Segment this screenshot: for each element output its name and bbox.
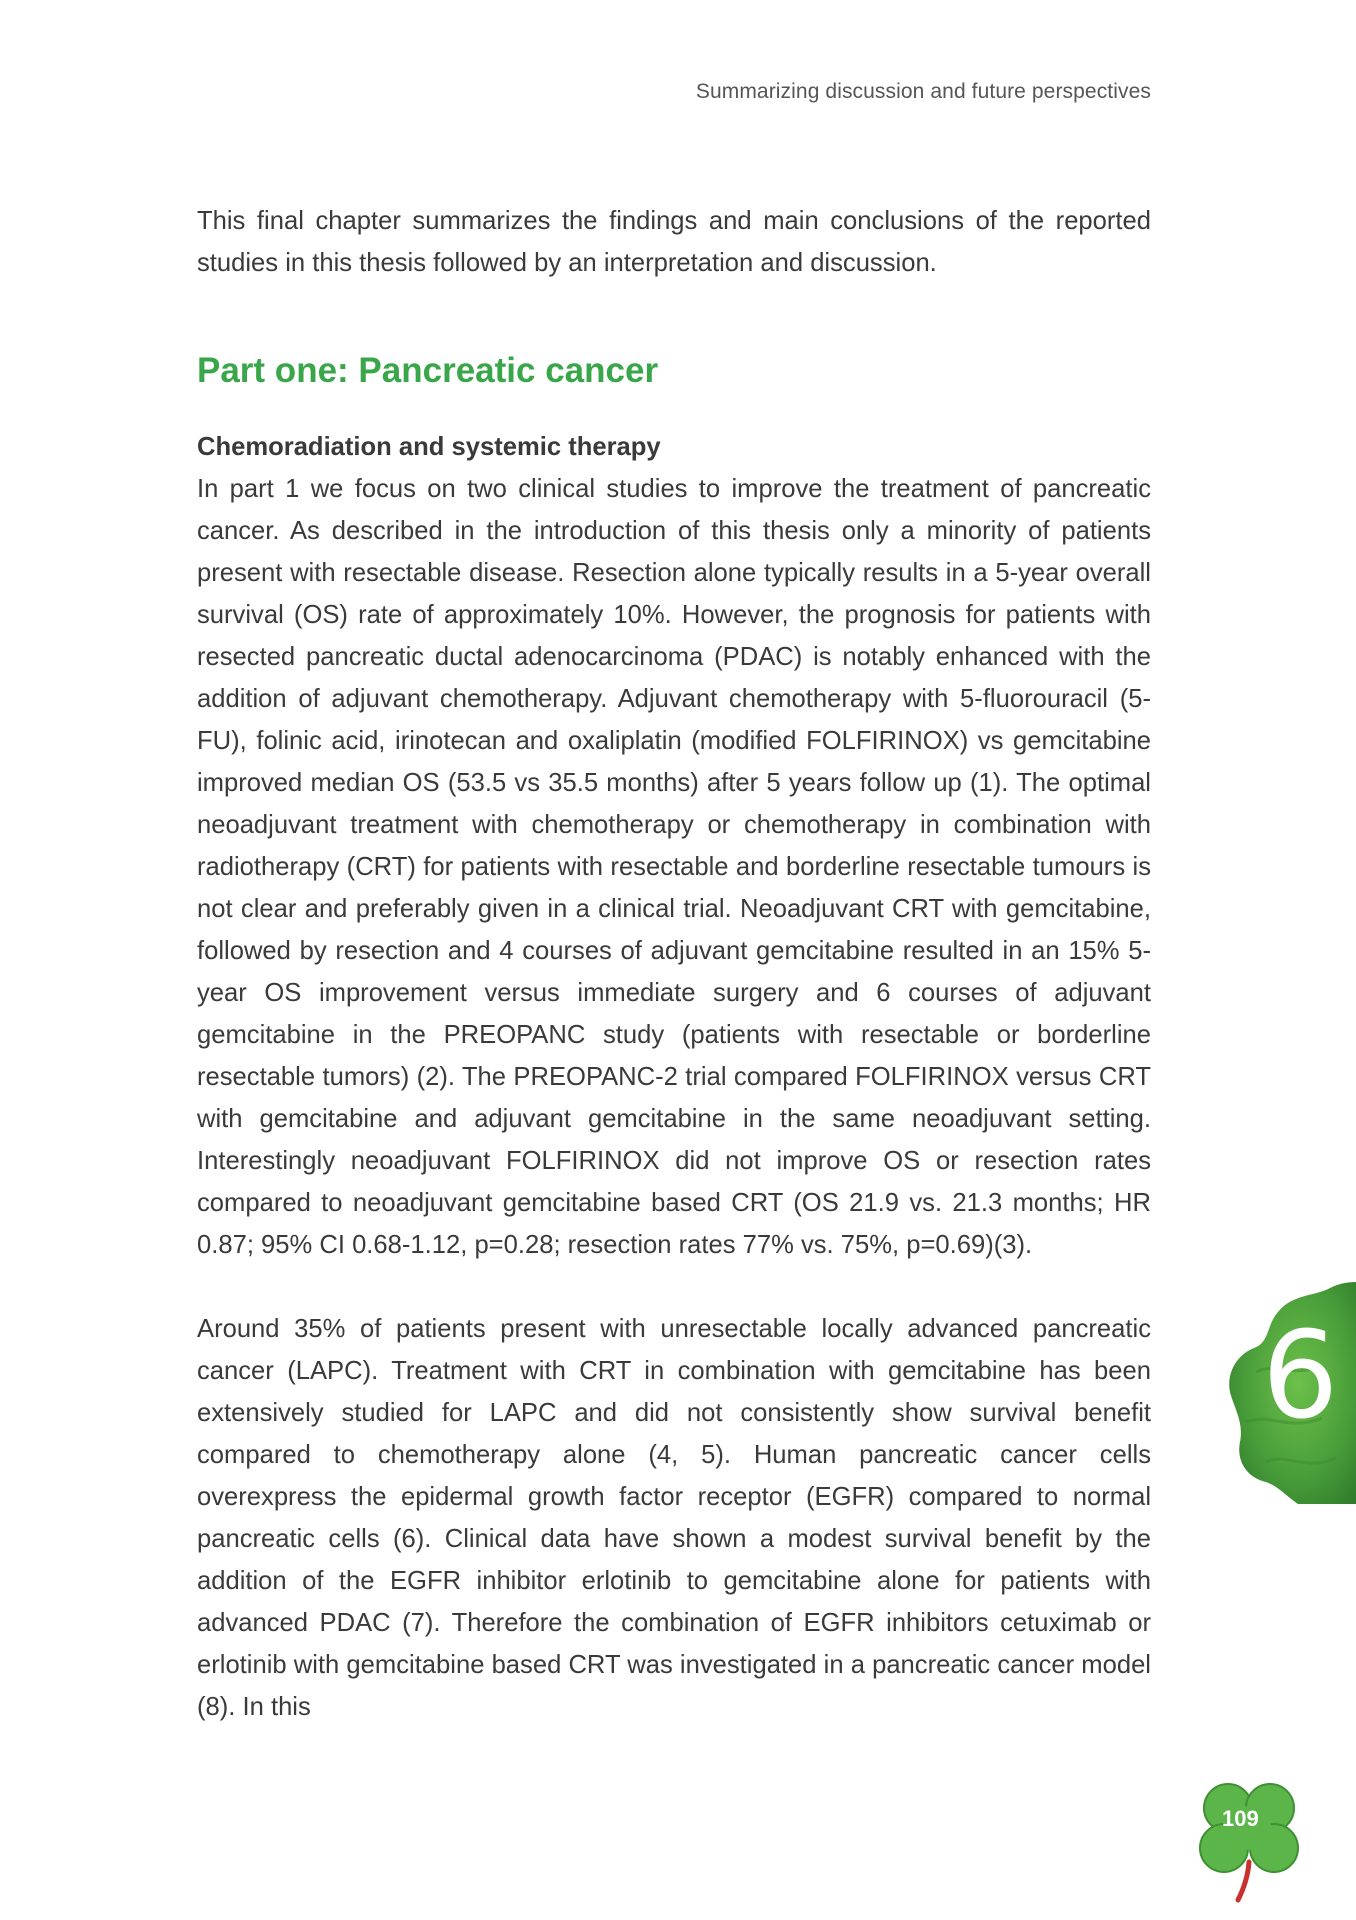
paragraph-gap — [197, 1266, 1151, 1308]
running-header: Summarizing discussion and future perspectives — [695, 80, 1151, 103]
body-paragraph-1: In part 1 we focus on two clinical studies to improve the treatment of pancreatic cancer. As described in the introduction of this thesis only a minority of patients present with resectable disease. Resection alone typically results in a 5-year overall survival (OS) rate of approximately 10%. However, the prognosis for patients with resected pancreatic ductal adenocarcinoma (PDAC) is notably enhanced with the addition of adjuvant chemotherapy. Adjuvant chemotherapy with 5-fluorouracil (5-FU), folinic acid, irinotecan and oxaliplatin (modified FOLFIRINOX) vs gemcitabine improved median OS (53.5 vs 35.5 months) after 5 years follow up (1). The optimal neoadjuvant treatment with chemotherapy or chemotherapy in combination with radiotherapy (CRT) for patients with resectable and borderline resectable tumours is not clear and preferably given in a clinical trial. Neoadjuvant CRT with gemcitabine, followed by resection and 4 courses of adjuvant gemcitabine resulted in an 15% 5-year OS improvement versus immediate surgery and 6 courses of adjuvant gemcitabine in the PREOPANC study (patients with resectable or borderline resectable tumors) (2). The PREOPANC-2 trial compared FOLFIRINOX versus CRT with gemcitabine and adjuvant gemcitabine in the same neoadjuvant setting. Interestingly neoadjuvant FOLFIRINOX did not improve OS or resection rates compared to neoadjuvant gemcitabine based CRT (OS 21.9 vs. 21.3 months; HR 0.87; 95% CI 0.68-1.12, p=0.28; resection rates 77% vs. 75%, p=0.69)(3). — [197, 475, 1151, 1259]
section-heading: Chemoradiation and systemic therapy — [197, 433, 661, 461]
chapter-number: 6 — [1262, 1307, 1339, 1446]
page-number: 109 — [1222, 1806, 1259, 1831]
part-title — [197, 348, 1151, 394]
part-title-text: Pancreatic cancer — [348, 351, 659, 390]
chapter-tab — [1226, 1282, 1356, 1504]
main-content — [197, 200, 1151, 1728]
intro-paragraph: This final chapter summarizes the findings and main conclusions of the reported studies in this thesis followed by an interpretation and discussion. — [197, 207, 1151, 277]
clover-icon — [1194, 1776, 1304, 1906]
body-paragraph-2: Around 35% of patients present with unresectable locally advanced pancreatic cancer (LAPC). Treatment with CRT in combination with gemcitabine has been extensively studied for LAPC and did not consistently show survival benefit compared to chemotherapy alone (4, 5). Human pancreatic cancer cells overexpress the epidermal growth factor receptor (EGFR) compared to normal pancreatic cells (6). Clinical data have shown a modest survival benefit by the addition of the EGFR inhibitor erlotinib to gemcitabine alone for patients with advanced PDAC (7). Therefore the combination of EGFR inhibitors cetuximab or erlotinib with gemcitabine based CRT was investigated in a pancreatic cancer model (8). In this — [197, 1315, 1151, 1721]
part-title-label: Part one: — [197, 351, 349, 390]
